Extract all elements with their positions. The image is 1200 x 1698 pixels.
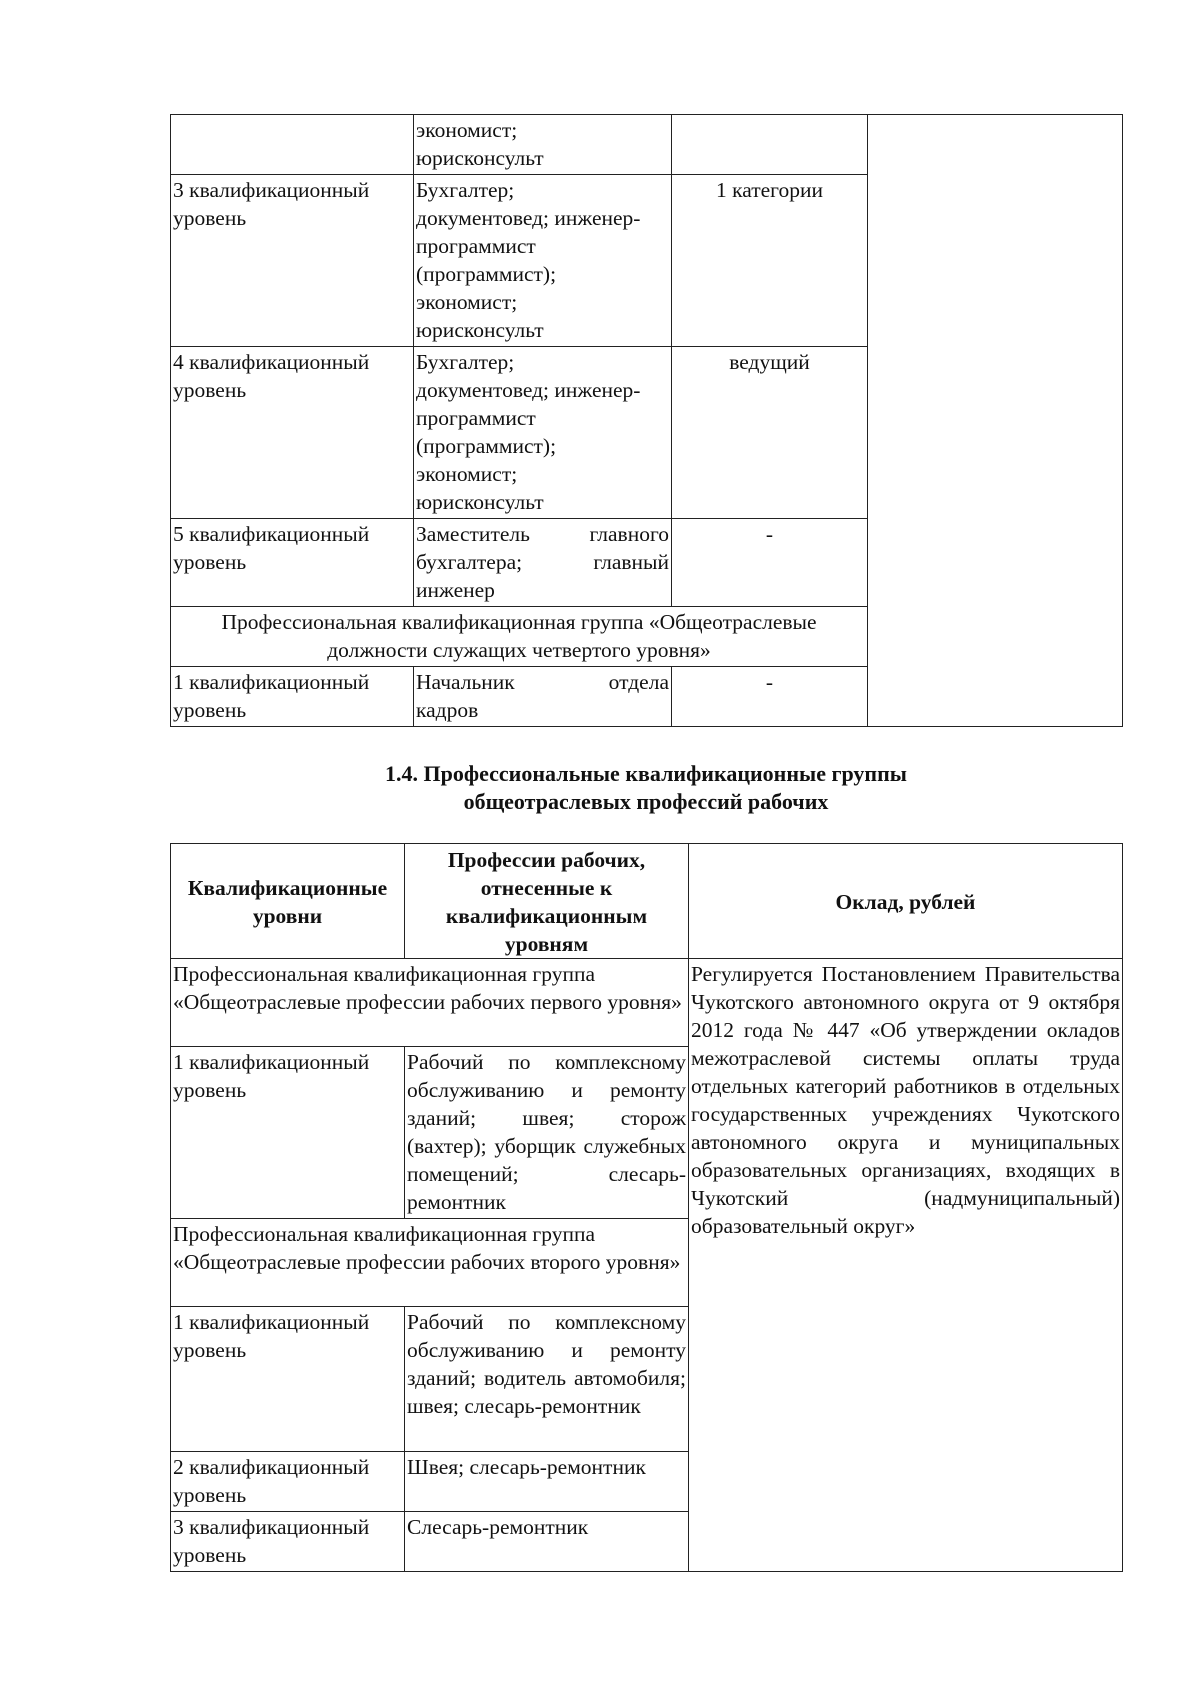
- level-cell: 5 квалификационный уровень: [171, 519, 414, 607]
- professions-cell: Рабочий по комплексному обслуживанию и ремонту зданий; водитель автомобиля; швея; слесарь-ремонтник: [405, 1307, 689, 1452]
- position-line: экономист;: [416, 290, 518, 314]
- position-line: кадров: [416, 698, 479, 722]
- header-levels: Квалификационные уровни: [171, 844, 405, 959]
- header-salary: Оклад, рублей: [689, 844, 1123, 959]
- category-cell: 1 категории: [672, 175, 868, 347]
- position-line: (программист);: [416, 262, 557, 286]
- salary-note-cell: Регулируется Постановлением Правительства Чукотского автономного округа от 9 октября 2012 года № 447 «Об утверждении окладов межотраслевой системы оплаты труда отдельных категорий работников в отдельных государственных учреждениях Чукотского автономного округа и муниципальных образовательных организациях, входящих в Чукотский (надмуниципальный) образовательный округ»: [689, 959, 1123, 1572]
- position-line: юрисконсульт: [416, 490, 544, 514]
- section-heading-line: общеотраслевых профессий рабочих: [463, 789, 829, 814]
- professions-cell: Слесарь-ремонтник: [405, 1512, 689, 1572]
- professions-cell: Швея; слесарь-ремонтник: [405, 1452, 689, 1512]
- position-line: Бухгалтер;: [416, 178, 515, 202]
- group-header-cell: Профессиональная квалификационная группа «Общеотраслевые профессии рабочих первого уровня»: [171, 959, 689, 1047]
- level-cell: 3 квалификационный уровень: [171, 175, 414, 347]
- positions-cell: [414, 667, 672, 727]
- position-line: программист: [416, 406, 536, 430]
- level-cell: 1 квалификационный уровень: [171, 1307, 405, 1452]
- worker-professions-table: [170, 843, 1123, 1572]
- position-line: бухгалтера; главный: [416, 550, 669, 574]
- category-cell: ведущий: [672, 347, 868, 519]
- level-cell: 3 квалификационный уровень: [171, 1512, 405, 1572]
- position-line: документовед; инженер-: [416, 378, 641, 402]
- position-line: юрисконсульт: [416, 318, 544, 342]
- position-line: инженер: [416, 578, 495, 602]
- category-cell: -: [672, 667, 868, 727]
- category-cell: [672, 115, 868, 175]
- position-line: Бухгалтер;: [416, 350, 515, 374]
- empty-column-cell: [868, 115, 1123, 727]
- level-cell: 1 квалификационный уровень: [171, 667, 414, 727]
- table-row: [171, 115, 1123, 175]
- level-cell: 2 квалификационный уровень: [171, 1452, 405, 1512]
- position-line: программист: [416, 234, 536, 258]
- level-cell: [171, 115, 414, 175]
- section-heading: [170, 760, 1122, 816]
- category-cell: -: [672, 519, 868, 607]
- header-professions: Профессии рабочих, отнесенные к квалификационным уровням: [405, 844, 689, 959]
- group-header-cell: Профессиональная квалификационная группа «Общеотраслевые должности служащих четвертого уровня»: [171, 607, 868, 667]
- position-line: экономист;: [416, 462, 518, 486]
- level-cell: 1 квалификационный уровень: [171, 1047, 405, 1219]
- level-cell: 4 квалификационный уровень: [171, 347, 414, 519]
- position-line: Начальник отдела: [416, 670, 669, 694]
- positions-table-continued: [170, 114, 1123, 727]
- positions-cell: [414, 519, 672, 607]
- section-heading-line: 1.4. Профессиональные квалификационные группы: [385, 761, 907, 786]
- positions-cell: [414, 347, 672, 519]
- position-line: документовед; инженер-: [416, 206, 641, 230]
- group-header-row: [171, 959, 1123, 1047]
- positions-cell: экономист; юрисконсульт: [414, 115, 672, 175]
- position-line: Заместитель главного: [416, 522, 669, 546]
- group-header-cell: Профессиональная квалификационная группа «Общеотраслевые профессии рабочих второго уровня»: [171, 1219, 689, 1307]
- table-header-row: [171, 844, 1123, 959]
- positions-cell: [414, 175, 672, 347]
- position-line: (программист);: [416, 434, 557, 458]
- professions-cell: Рабочий по комплексному обслуживанию и ремонту зданий; швея; сторож (вахтер); уборщик служебных помещений; слесарь-ремонтник: [405, 1047, 689, 1219]
